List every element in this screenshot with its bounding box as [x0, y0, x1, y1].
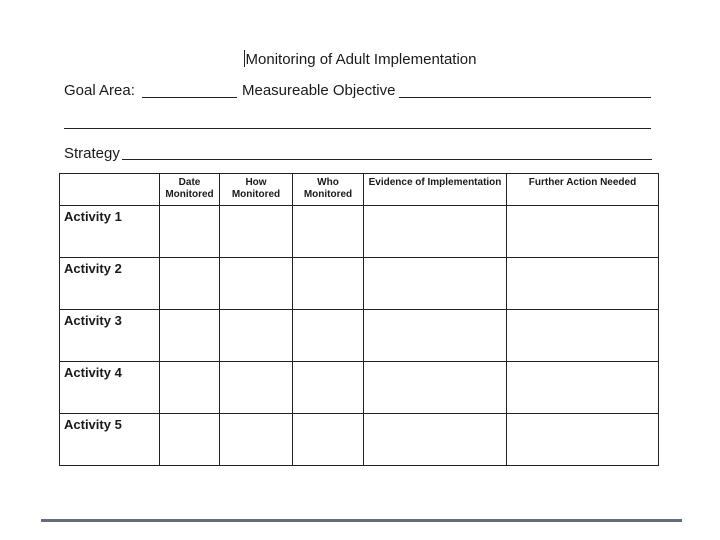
goal-area-label: Goal Area: [64, 82, 135, 99]
how-monitored-cell[interactable] [220, 258, 293, 310]
goal-area-field[interactable] [142, 97, 237, 98]
row-label: Activity 4 [64, 365, 122, 380]
footer-rule [41, 519, 682, 522]
table-row [60, 414, 659, 466]
further-action-cell[interactable] [507, 310, 659, 362]
row-label: Activity 5 [64, 417, 122, 432]
how-monitored-cell[interactable] [220, 414, 293, 466]
how-monitored-cell[interactable] [220, 310, 293, 362]
activity-label-cell [60, 414, 160, 466]
date-monitored-cell[interactable] [160, 310, 220, 362]
row-label: Activity 2 [64, 261, 122, 276]
form-title: Monitoring of Adult Implementation [245, 51, 477, 68]
further-action-cell[interactable] [507, 362, 659, 414]
who-monitored-cell[interactable] [293, 414, 364, 466]
evidence-cell[interactable] [364, 414, 507, 466]
activity-label-cell [60, 362, 160, 414]
table-row [60, 206, 659, 258]
who-monitored-cell[interactable] [293, 206, 364, 258]
table-row [60, 258, 659, 310]
row-label: Activity 3 [64, 313, 122, 328]
header-how-monitored: How Monitored [220, 174, 293, 206]
how-monitored-cell[interactable] [220, 362, 293, 414]
date-monitored-cell[interactable] [160, 258, 220, 310]
evidence-cell[interactable] [364, 362, 507, 414]
date-monitored-cell[interactable] [160, 414, 220, 466]
text-cursor [244, 50, 245, 67]
date-monitored-cell[interactable] [160, 206, 220, 258]
table-header-row [60, 174, 659, 206]
activity-label-cell [60, 206, 160, 258]
row-label: Activity 1 [64, 209, 122, 224]
header-activity [60, 174, 160, 206]
who-monitored-cell[interactable] [293, 310, 364, 362]
further-action-cell[interactable] [507, 258, 659, 310]
evidence-cell[interactable] [364, 310, 507, 362]
header-who-monitored: Who Monitored [293, 174, 364, 206]
how-monitored-cell[interactable] [220, 206, 293, 258]
header-evidence-of-implementation: Evidence of Implementation [364, 174, 507, 206]
activity-label-cell [60, 310, 160, 362]
header-further-action-needed: Further Action Needed [507, 174, 659, 206]
evidence-cell[interactable] [364, 206, 507, 258]
date-monitored-cell[interactable] [160, 362, 220, 414]
table-row [60, 310, 659, 362]
table-row [60, 362, 659, 414]
strategy-label: Strategy [64, 145, 120, 162]
measureable-objective-field[interactable] [399, 97, 651, 98]
monitoring-table [59, 173, 659, 466]
further-action-cell[interactable] [507, 206, 659, 258]
measureable-objective-field-line-2[interactable] [64, 128, 651, 129]
activity-label-cell [60, 258, 160, 310]
strategy-field[interactable] [122, 159, 652, 160]
who-monitored-cell[interactable] [293, 362, 364, 414]
further-action-cell[interactable] [507, 414, 659, 466]
header-date-monitored: Date Monitored [160, 174, 220, 206]
who-monitored-cell[interactable] [293, 258, 364, 310]
measureable-objective-label: Measureable Objective [242, 82, 396, 99]
evidence-cell[interactable] [364, 258, 507, 310]
